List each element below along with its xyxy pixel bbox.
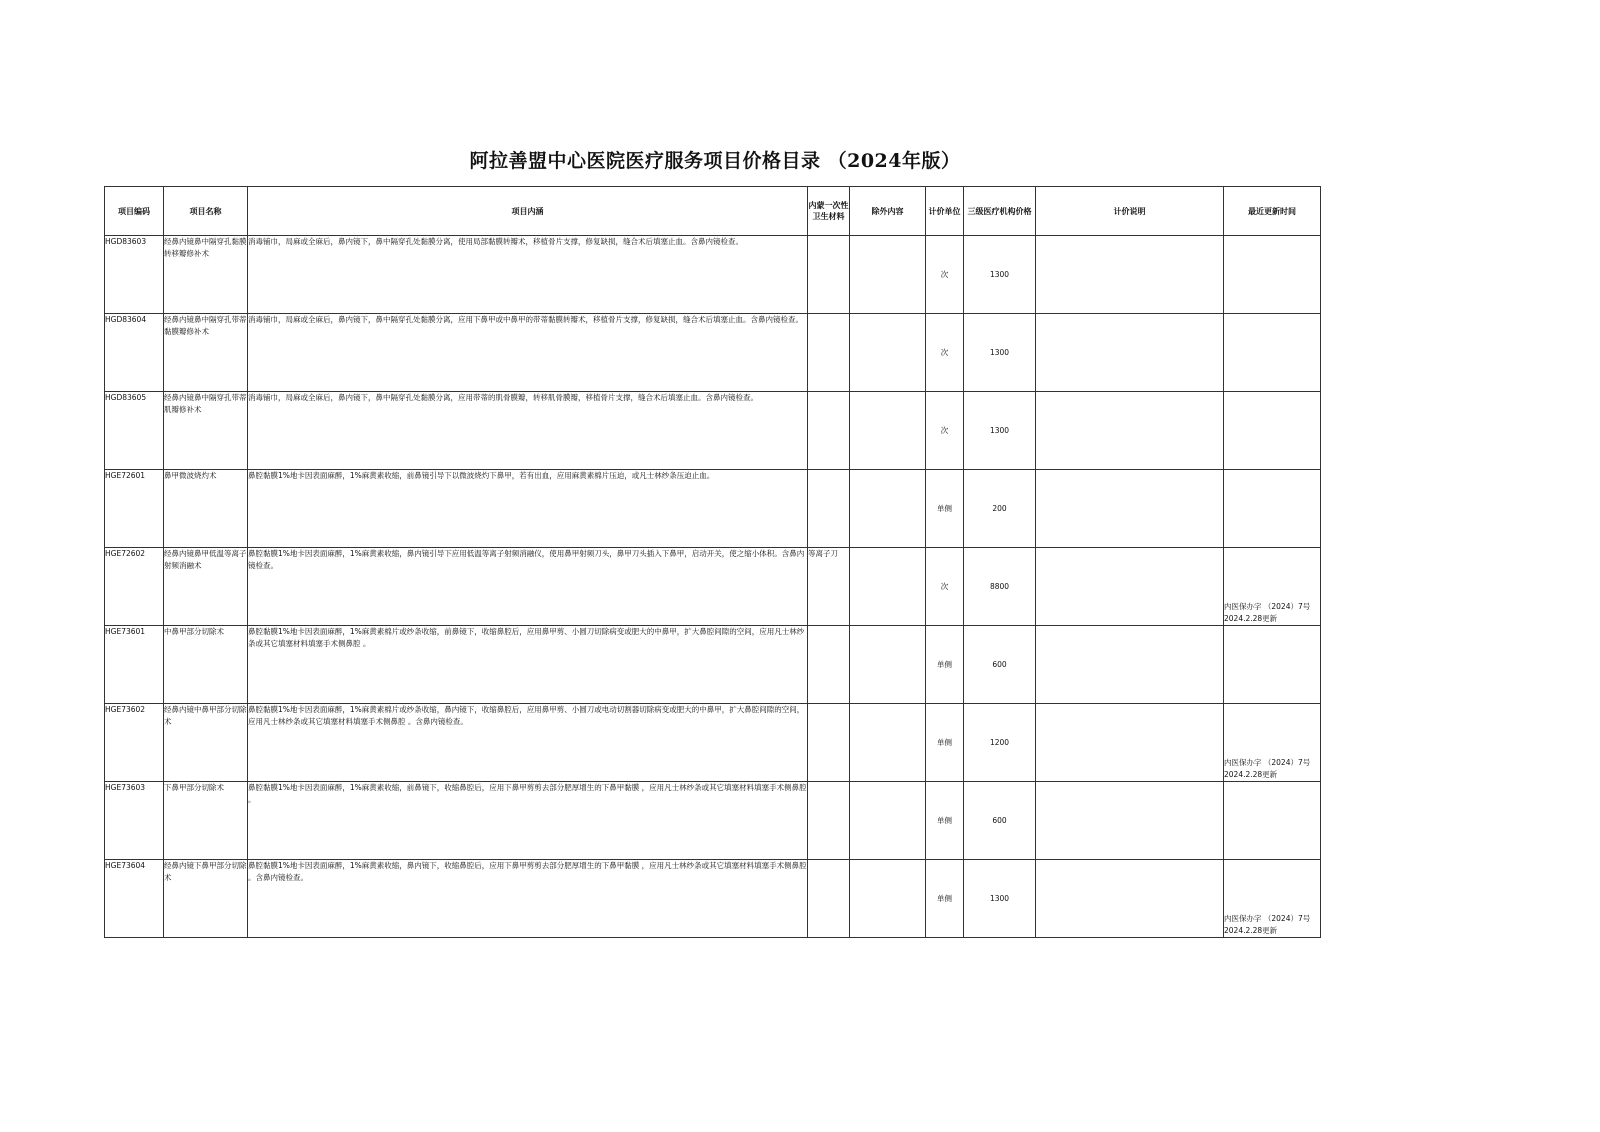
cell-unit: 次 — [926, 392, 964, 470]
cell-updated — [1224, 392, 1321, 470]
cell-content: 鼻腔黏膜1%地卡因表面麻醉，1%麻黄素收缩，鼻内镜引导下应用低温等离子射频消融仪，使用鼻甲射频刀头，鼻甲刀头插入下鼻甲，启动开关，使之缩小体积。含鼻内镜检查。 — [248, 548, 808, 626]
table-body — [105, 236, 1321, 938]
cell-unit: 单侧 — [926, 626, 964, 704]
header-unit: 计价单位 — [926, 187, 964, 236]
cell-note — [1036, 470, 1224, 548]
cell-except — [850, 626, 926, 704]
cell-price: 1300 — [964, 236, 1036, 314]
cell-content: 消毒铺巾，局麻或全麻后，鼻内镜下，鼻中隔穿孔处黏膜分离，应用下鼻甲或中鼻甲的带蒂黏膜转瓣术，移植骨片支撑，修复缺损，缝合术后填塞止血。含鼻内镜检查。 — [248, 314, 808, 392]
cell-updated: 内医保办字 （2024）7号 2024.2.28更新 — [1224, 548, 1321, 626]
table-row — [105, 626, 1321, 704]
cell-except — [850, 236, 926, 314]
table-row — [105, 704, 1321, 782]
cell-code: HGE73604 — [105, 860, 164, 938]
header-code: 项目编码 — [105, 187, 164, 236]
cell-code: HGD83605 — [105, 392, 164, 470]
cell-name: 经鼻内镜鼻中隔穿孔带蒂黏膜瓣修补术 — [164, 314, 248, 392]
cell-unit: 次 — [926, 548, 964, 626]
cell-name: 经鼻内镜下鼻甲部分切除术 — [164, 860, 248, 938]
cell-note — [1036, 704, 1224, 782]
price-table — [104, 186, 1321, 938]
header-name: 项目名称 — [164, 187, 248, 236]
cell-material — [808, 392, 850, 470]
cell-note — [1036, 548, 1224, 626]
cell-updated: 内医保办字 （2024）7号 2024.2.28更新 — [1224, 704, 1321, 782]
cell-note — [1036, 860, 1224, 938]
cell-content: 消毒铺巾，局麻或全麻后，鼻内镜下，鼻中隔穿孔处黏膜分离，应用带蒂的肌骨膜瓣，转移肌骨膜瓣，移植骨片支撑，缝合术后填塞止血。含鼻内镜检查。 — [248, 392, 808, 470]
cell-except — [850, 860, 926, 938]
cell-content: 鼻腔黏膜1%地卡因表面麻醉，1%麻黄素收缩，前鼻镜引导下以微波烧灼下鼻甲，若有出血，应用麻黄素棉片压迫，或凡士林纱条压迫止血。 — [248, 470, 808, 548]
cell-updated — [1224, 236, 1321, 314]
cell-note — [1036, 782, 1224, 860]
cell-price: 600 — [964, 782, 1036, 860]
cell-content: 鼻腔黏膜1%地卡因表面麻醉，1%麻黄素棉片或纱条收缩，鼻内镜下，收缩鼻腔后，应用鼻甲剪、小圆刀或电动切割器切除病变或肥大的中鼻甲，扩大鼻腔间隙的空间，应用凡士林纱条或其它填塞材料填塞手术侧鼻腔 。含鼻内镜检查。 — [248, 704, 808, 782]
cell-unit: 单侧 — [926, 470, 964, 548]
cell-updated — [1224, 314, 1321, 392]
cell-unit: 单侧 — [926, 704, 964, 782]
cell-unit: 单侧 — [926, 860, 964, 938]
cell-code: HGD83604 — [105, 314, 164, 392]
table-row — [105, 548, 1321, 626]
cell-updated — [1224, 470, 1321, 548]
cell-note — [1036, 236, 1224, 314]
cell-material — [808, 704, 850, 782]
cell-material — [808, 626, 850, 704]
cell-unit: 次 — [926, 236, 964, 314]
cell-note — [1036, 392, 1224, 470]
header-note: 计价说明 — [1036, 187, 1224, 236]
cell-except — [850, 314, 926, 392]
header-row — [105, 187, 1321, 236]
cell-material — [808, 236, 850, 314]
header-content: 项目内涵 — [248, 187, 808, 236]
cell-except — [850, 782, 926, 860]
table-row — [105, 392, 1321, 470]
cell-updated: 内医保办字 （2024）7号 2024.2.28更新 — [1224, 860, 1321, 938]
cell-name: 中鼻甲部分切除术 — [164, 626, 248, 704]
cell-updated — [1224, 626, 1321, 704]
table-row — [105, 236, 1321, 314]
cell-note — [1036, 626, 1224, 704]
cell-note — [1036, 314, 1224, 392]
cell-price: 600 — [964, 626, 1036, 704]
table-header — [105, 187, 1321, 236]
cell-name: 经鼻内镜中鼻甲部分切除术 — [164, 704, 248, 782]
cell-content: 消毒铺巾，局麻或全麻后，鼻内镜下，鼻中隔穿孔处黏膜分离，使用局部黏膜转瓣术，移植骨片支撑，修复缺损，缝合术后填塞止血。含鼻内镜检查。 — [248, 236, 808, 314]
cell-except — [850, 548, 926, 626]
cell-price: 1300 — [964, 392, 1036, 470]
cell-except — [850, 470, 926, 548]
cell-price: 1300 — [964, 314, 1036, 392]
cell-code: HGE72601 — [105, 470, 164, 548]
header-updated: 最近更新时间 — [1224, 187, 1321, 236]
table-row — [105, 314, 1321, 392]
cell-material — [808, 860, 850, 938]
cell-price: 1200 — [964, 704, 1036, 782]
cell-except — [850, 704, 926, 782]
cell-material — [808, 470, 850, 548]
table-row — [105, 860, 1321, 938]
cell-unit: 单侧 — [926, 782, 964, 860]
cell-name: 经鼻内镜鼻中隔穿孔带蒂肌瓣修补术 — [164, 392, 248, 470]
table-row — [105, 470, 1321, 548]
cell-code: HGE73603 — [105, 782, 164, 860]
cell-content: 鼻腔黏膜1%地卡因表面麻醉，1%麻黄素棉片或纱条收缩，前鼻镜下，收缩鼻腔后，应用鼻甲剪、小圆刀切除病变或肥大的中鼻甲，扩大鼻腔间隙的空间，应用凡士林纱条或其它填塞材料填塞手术侧鼻腔 。 — [248, 626, 808, 704]
cell-material — [808, 782, 850, 860]
cell-updated — [1224, 782, 1321, 860]
cell-except — [850, 392, 926, 470]
cell-code: HGE73601 — [105, 626, 164, 704]
cell-content: 鼻腔黏膜1%地卡因表面麻醉，1%麻黄素收缩，前鼻镜下，收缩鼻腔后，应用下鼻甲剪剪去部分肥厚增生的下鼻甲黏膜 ，应用凡士林纱条或其它填塞材料填塞手术侧鼻腔 。 — [248, 782, 808, 860]
cell-code: HGE73602 — [105, 704, 164, 782]
header-price: 三级医疗机构价格 — [964, 187, 1036, 236]
cell-name: 鼻甲微波烧灼术 — [164, 470, 248, 548]
cell-name: 经鼻内镜鼻中隔穿孔黏膜转移瓣修补术 — [164, 236, 248, 314]
cell-name: 下鼻甲部分切除术 — [164, 782, 248, 860]
header-except: 除外内容 — [850, 187, 926, 236]
cell-code: HGE72602 — [105, 548, 164, 626]
table-row — [105, 782, 1321, 860]
cell-code: HGD83603 — [105, 236, 164, 314]
cell-material — [808, 314, 850, 392]
cell-material: 等离子刀 — [808, 548, 850, 626]
cell-price: 8800 — [964, 548, 1036, 626]
cell-price: 1300 — [964, 860, 1036, 938]
cell-name: 经鼻内镜鼻甲低温等离子射频消融术 — [164, 548, 248, 626]
header-material: 内蒙一次性卫生材料 — [808, 187, 850, 236]
cell-unit: 次 — [926, 314, 964, 392]
cell-price: 200 — [964, 470, 1036, 548]
document-title: 阿拉善盟中心医院医疗服务项目价格目录 （2024年版） — [469, 150, 961, 172]
cell-content: 鼻腔黏膜1%地卡因表面麻醉，1%麻黄素收缩，鼻内镜下，收缩鼻腔后，应用下鼻甲剪剪去部分肥厚增生的下鼻甲黏膜 ，应用凡士林纱条或其它填塞材料填塞手术侧鼻腔 。含鼻内镜检查。 — [248, 860, 808, 938]
